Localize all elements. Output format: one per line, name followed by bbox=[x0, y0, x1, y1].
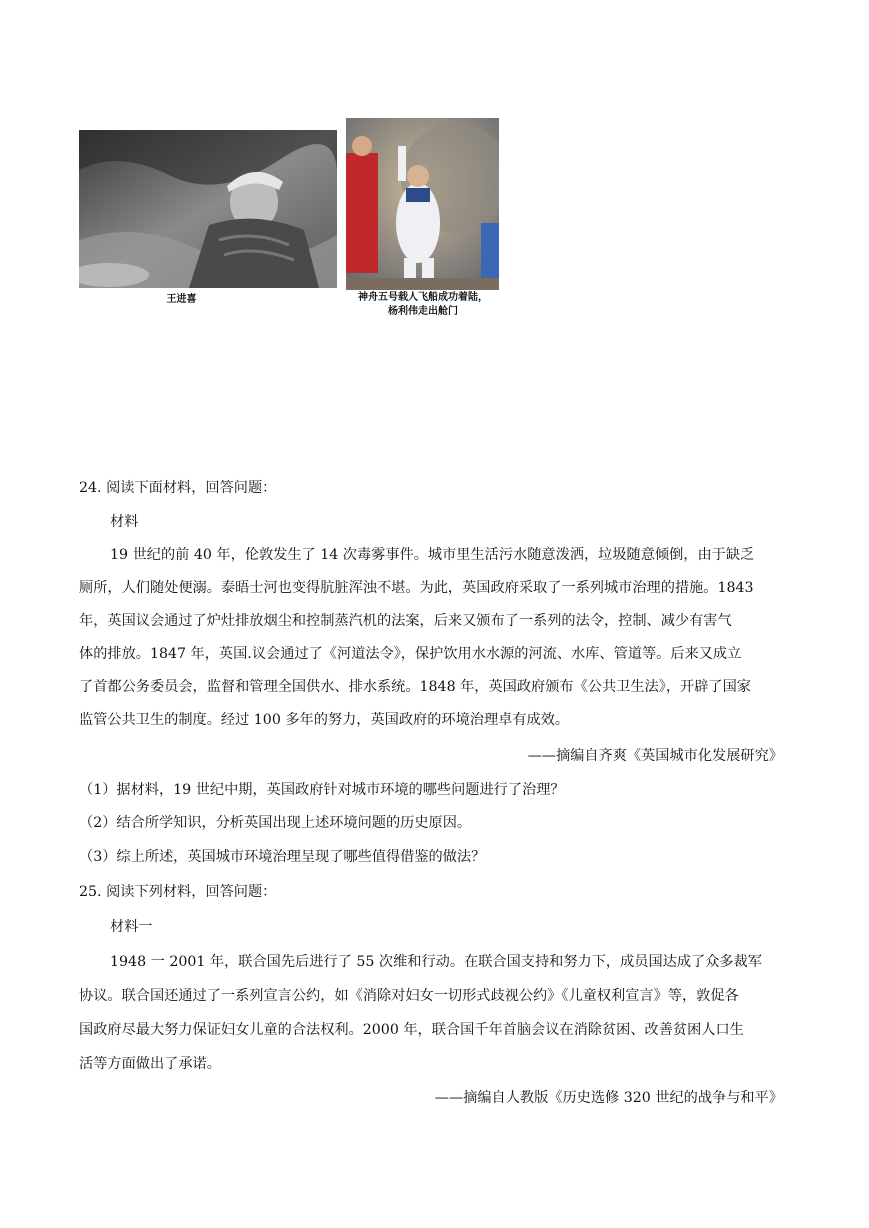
q24-source: ——摘编自齐爽《英国城市化发展研究》 bbox=[527, 748, 783, 764]
figure-caption-1: 王进喜 bbox=[166, 294, 197, 305]
q25-paragraph-line-2: 协议。联合国还通过了一系列宣言公约，如《消除对妇女一切形式歧视公约》《儿童权利宣言》等，敦促各 bbox=[79, 988, 739, 1004]
q25-paragraph-line-1: 1948 一 2001 年，联合国先后进行了 55 次维和行动。在联合国支持和努力下，成员国达成了众多裁军 bbox=[110, 954, 762, 970]
q24-paragraph-line-2: 厕所，人们随处便溺。泰晤士河也变得肮脏浑浊不堪。为此，英国政府采取了一系列城市治理的措施。1843 bbox=[79, 580, 754, 596]
q24-question-1: （1）据材料，19 世纪中期，英国政府针对城市环境的哪些问题进行了治理？ bbox=[79, 782, 565, 798]
q24-paragraph-line-3: 年，英国议会通过了炉灶排放烟尘和控制蒸汽机的法案，后来又颁布了一系列的法令，控制、减少有害气 bbox=[79, 613, 732, 629]
q24-question-2: （2）结合所学知识，分析英国出现上述环境问题的历史原因。 bbox=[79, 815, 472, 831]
q24-question-3: （3）综上所述，英国城市环境治理呈现了哪些值得借鉴的做法？ bbox=[79, 849, 486, 865]
q24-paragraph-line-5: 了首都公务委员会，监督和管理全国供水、排水系统。1848 年，英国政府颁布《公共卫生法》，开辟了国家 bbox=[79, 679, 751, 695]
q25-source: ——摘编自人教版《历史选修 320 世纪的战争与和平》 bbox=[434, 1090, 783, 1106]
astronaut-photo-icon bbox=[346, 118, 499, 290]
figure-caption-2-line-1: 神舟五号载人飞船成功着陆， bbox=[358, 292, 488, 303]
q24-stem: 24. 阅读下面材料，回答问题： bbox=[79, 480, 277, 496]
q24-material-label: 材料 bbox=[110, 514, 139, 530]
q25-stem: 25. 阅读下列材料，回答问题： bbox=[79, 884, 277, 900]
figure-caption-2 bbox=[338, 291, 508, 319]
q24-paragraph-line-4: 体的排放。1847 年，英国.议会通过了《河道法令》，保护饮用水水源的河流、水库、管道等。后来又成立 bbox=[79, 646, 742, 662]
figure-caption-2-line-2: 杨利伟走出舱门 bbox=[388, 306, 458, 317]
miner-photo-icon bbox=[79, 130, 337, 288]
q24-paragraph-line-6: 监管公共卫生的制度。经过 100 多年的努力，英国政府的环境治理卓有成效。 bbox=[79, 712, 570, 728]
q25-material-label: 材料一 bbox=[110, 919, 153, 935]
q24-paragraph-line-1: 19 世纪的前 40 年，伦敦发生了 14 次毒雾事件。城市里生活污水随意泼洒，垃圾随意倾倒，由于缺乏 bbox=[110, 547, 755, 563]
q25-paragraph-line-3: 国政府尽最大努力保证妇女儿童的合法权利。2000 年，联合国千年首脑会议在消除贫困、改善贫困人口生 bbox=[79, 1022, 744, 1038]
q25-paragraph-line-4: 活等方面做出了承诺。 bbox=[79, 1056, 221, 1072]
